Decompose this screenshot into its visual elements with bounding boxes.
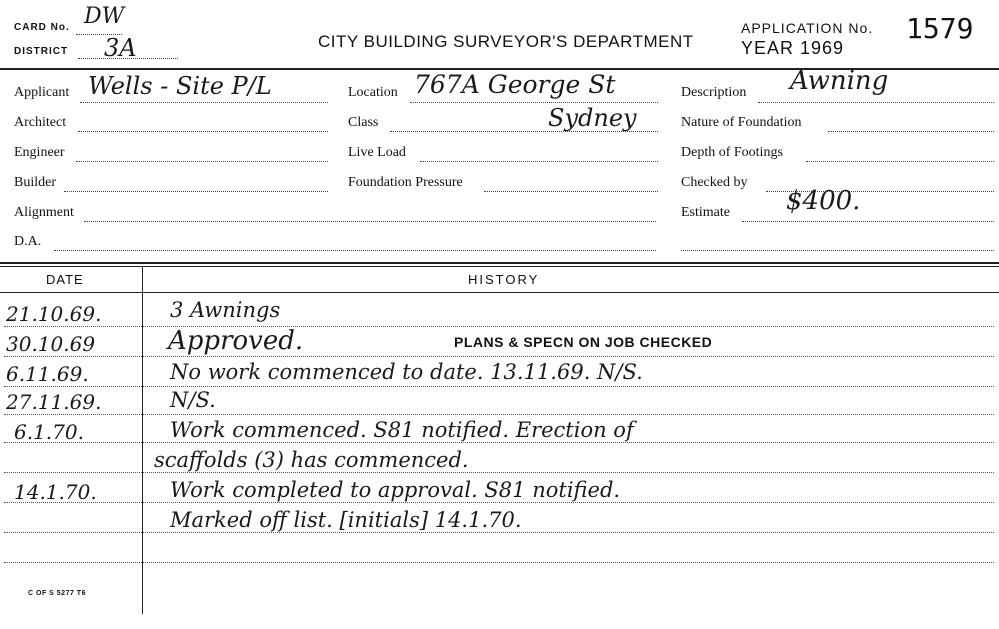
district-value: 3A (104, 34, 137, 62)
checked-stamp: PLANS & SPECN ON JOB CHECKED (454, 334, 713, 350)
da-label: D.A. (14, 234, 42, 249)
date-column-header: DATE (46, 272, 84, 287)
builder-label: Builder (14, 175, 56, 190)
history-entry: scaffolds (3) has commenced. (154, 448, 469, 472)
location-value: 767A George St (414, 70, 616, 99)
form-code: C OF S 5277 T6 (28, 590, 86, 597)
row-line (4, 562, 994, 563)
applicant-line (80, 102, 328, 103)
right-extra-line (681, 250, 994, 251)
history-date: 6.1.70. (14, 420, 84, 444)
card-no-label: CARD No. (14, 22, 70, 33)
history-date: 27.11.69. (6, 390, 102, 414)
estimate-line (742, 221, 994, 222)
history-entry: No work commenced to date. 13.11.69. N/S. (170, 360, 643, 384)
application-no-label: APPLICATION No. (741, 20, 874, 36)
row-line (4, 356, 994, 357)
row-line (4, 502, 994, 503)
history-date: 6.11.69. (6, 362, 89, 386)
depth-of-footings-line (806, 161, 994, 162)
history-top-rule-thin (0, 266, 999, 267)
checked-by-label: Checked by (681, 175, 748, 190)
engineer-label: Engineer (14, 145, 65, 160)
row-line (4, 442, 994, 443)
location-label: Location (348, 85, 398, 100)
history-date: 14.1.70. (14, 480, 97, 504)
history-entry: Work completed to approval. S81 notified. (170, 478, 621, 502)
application-no-value: 1579 (906, 12, 974, 45)
row-line (4, 414, 994, 415)
applicant-value: Wells - Site P/L (88, 72, 272, 100)
foundation-pressure-label: Foundation Pressure (348, 175, 463, 190)
depth-of-footings-label: Depth of Footings (681, 145, 783, 160)
estimate-label: Estimate (681, 205, 730, 220)
row-line (4, 472, 994, 473)
live-load-label: Live Load (348, 145, 406, 160)
row-line (4, 532, 994, 533)
history-entry: Marked off list. [initials] 14.1.70. (170, 508, 522, 532)
alignment-line (84, 221, 656, 222)
nature-of-foundation-line (828, 131, 994, 132)
foundation-pressure-line (484, 191, 658, 192)
architect-line (78, 131, 328, 132)
history-date: 30.10.69 (6, 332, 96, 356)
card-no-value: DW (84, 4, 125, 29)
history-entry: Approved. (168, 326, 304, 356)
location-value-2: Sydney (548, 104, 637, 132)
nature-of-foundation-label: Nature of Foundation (681, 115, 802, 130)
row-line (4, 386, 994, 387)
district-label: DISTRICT (14, 46, 69, 57)
history-entry: Work commenced. S81 notified. Erection of (170, 418, 634, 442)
alignment-label: Alignment (14, 205, 74, 220)
builder-line (64, 191, 328, 192)
history-column-header: HISTORY (468, 272, 540, 287)
history-header-rule (0, 292, 999, 293)
history-top-rule (0, 262, 999, 264)
da-line (54, 250, 656, 251)
description-value: Awning (790, 66, 889, 96)
department-title: CITY BUILDING SURVEYOR'S DEPARTMENT (318, 32, 694, 51)
description-line (758, 102, 994, 103)
history-entry: N/S. (170, 388, 216, 412)
location-line (410, 102, 658, 103)
history-entry: 3 Awnings (170, 298, 281, 322)
estimate-value: $400. (786, 186, 861, 216)
description-label: Description (681, 85, 747, 100)
history-date: 21.10.69. (6, 302, 102, 326)
year-label: YEAR 1969 (741, 38, 845, 58)
engineer-line (76, 161, 328, 162)
architect-label: Architect (14, 115, 67, 130)
applicant-label: Applicant (14, 85, 70, 100)
row-line (4, 326, 994, 327)
live-load-line (420, 161, 658, 162)
class-label: Class (348, 115, 379, 130)
